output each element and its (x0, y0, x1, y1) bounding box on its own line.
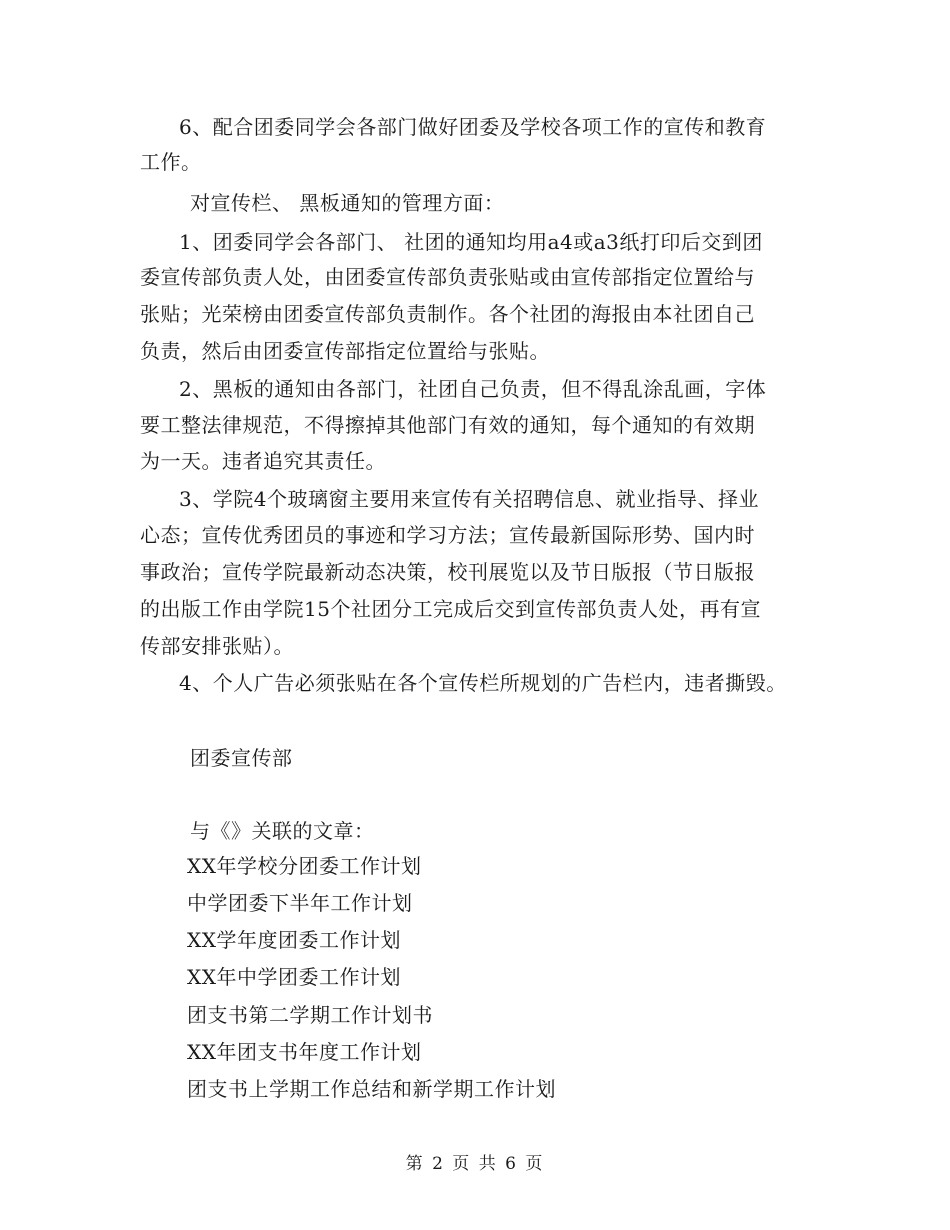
page-footer: 第 2 页 共 6 页 (405, 1154, 545, 1174)
paragraph-rule3-line3: 事政治；宣传学院最新动态决策，校刊展览以及节日版报（节日版报 (140, 560, 755, 584)
paragraph-rule3-line1: 3、学院4个玻璃窗主要用来宣传有关招聘信息、就业指导、择业 (179, 487, 759, 511)
related-link-5[interactable]: 团支书第二学期工作计划书 (187, 1003, 433, 1027)
paragraph-rule1-line4: 负责，然后由团委宣传部指定位置给与张贴。 (140, 339, 550, 363)
section-heading: 对宣传栏、 黑板通知的管理方面： (190, 191, 505, 215)
paragraph-rule2-line1: 2、黑板的通知由各部门，社团自己负责，但不得乱涂乱画，字体 (179, 377, 767, 401)
signature: 团委宣传部 (190, 746, 293, 770)
paragraph-rule3-line5: 传部安排张贴）。 (140, 634, 294, 658)
paragraph-rule3-line2: 心态；宣传优秀团员的事迹和学习方法；宣传最新国际形势、国内时 (140, 523, 755, 547)
paragraph-item6-line1: 6、配合团委同学会各部门做好团委及学校各项工作的宣传和教育 (179, 115, 767, 139)
related-heading: 与《》关联的文章： (190, 819, 375, 843)
related-link-1[interactable]: XX年学校分团委工作计划 (187, 854, 422, 878)
paragraph-rule2-line2: 要工整法律规范，不得擦掉其他部门有效的通知，每个通知的有效期 (140, 413, 755, 437)
paragraph-item6-line2: 工作。 (140, 150, 202, 174)
paragraph-rule4-line1: 4、个人广告必须张贴在各个宣传栏所规划的广告栏内，违者撕毁。 (179, 671, 787, 695)
paragraph-rule1-line3: 张贴；光荣榜由团委宣传部负责制作。各个社团的海报由本社团自己 (140, 302, 755, 326)
related-link-6[interactable]: XX年团支书年度工作计划 (187, 1040, 422, 1064)
paragraph-rule1-line2: 委宣传部负责人处，由团委宣传部负责张贴或由宣传部指定位置给与 (140, 265, 755, 289)
paragraph-rule2-line3: 为一天。违者追究其责任。 (140, 449, 386, 473)
related-link-2[interactable]: 中学团委下半年工作计划 (187, 891, 413, 915)
paragraph-rule3-line4: 的出版工作由学院15个社团分工完成后交到宣传部负责人处，再有宣 (140, 597, 761, 621)
related-link-4[interactable]: XX年中学团委工作计划 (187, 965, 401, 989)
paragraph-rule1-line1: 1、团委同学会各部门、 社团的通知均用a4或a3纸打印后交到团 (179, 230, 763, 254)
related-link-7[interactable]: 团支书上学期工作总结和新学期工作计划 (187, 1077, 556, 1101)
related-link-3[interactable]: XX学年度团委工作计划 (187, 928, 401, 952)
